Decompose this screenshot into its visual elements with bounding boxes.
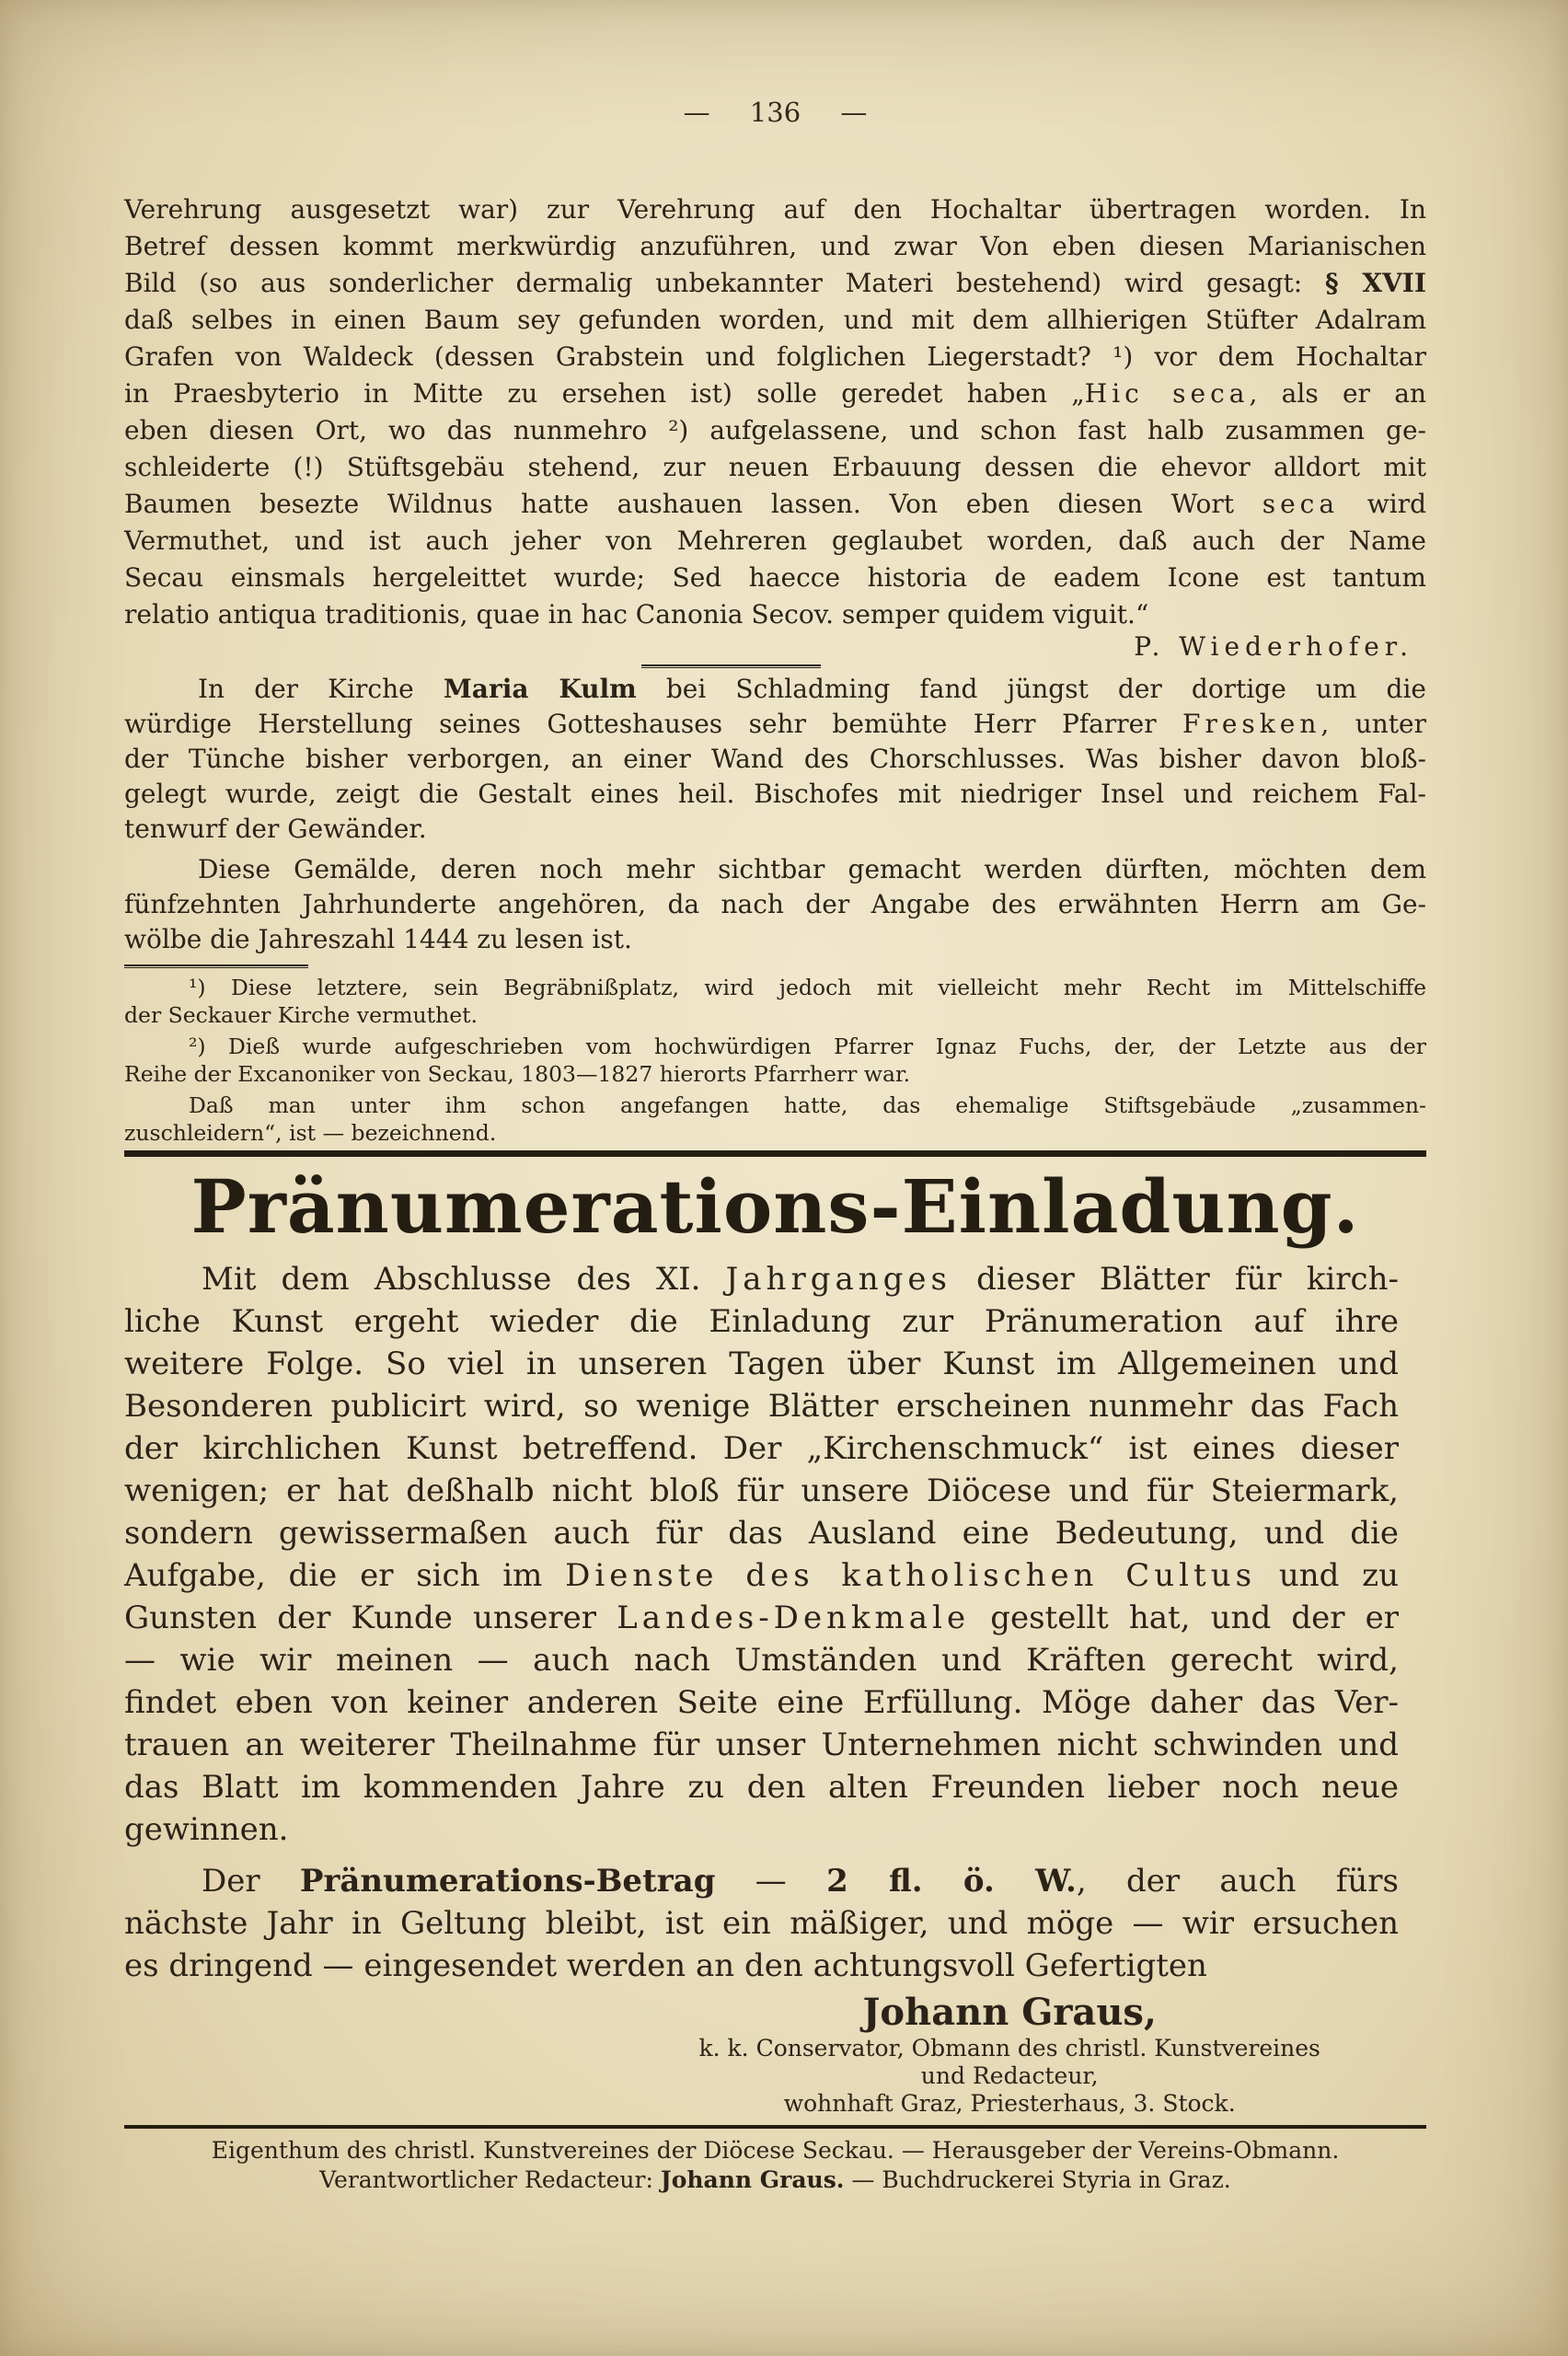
publisher-roles (671, 2035, 1348, 2118)
text-line: Verehrung ausgesetzt war) zur Verehrung auf den Hochaltar übertragen worden. In (124, 194, 1426, 225)
paragraph (124, 1033, 1426, 1088)
text-line: ²) Dieß wurde aufgeschrieben vom hochwürdigen Pfarrer Ignaz Fuchs, der, der Letzte aus der (189, 1034, 1426, 1059)
section-separator-rule (124, 1150, 1426, 1157)
text-line: der Tünche bisher verborgen, an einer Wand des Chorschlusses. Was bisher davon bloß- (124, 744, 1426, 774)
article-maria-kulm (124, 672, 1426, 847)
article-gemaelde (124, 852, 1426, 957)
invitation-text (124, 1258, 1426, 1987)
invitation-heading: Pränumerations-Einladung. (190, 1163, 1360, 1250)
footnote-separator-rule (124, 964, 308, 968)
text-block (124, 0, 1426, 2195)
text-line: Bild (so aus sonderlicher dermalig unbekannter Materi bestehend) wird gesagt: § XVII (124, 268, 1426, 298)
paragraph (124, 1258, 1399, 1851)
page-number: — 136 — (683, 97, 868, 128)
article-seckau-continuation (124, 191, 1426, 661)
text-line: Eigenthum des christl. Kunstvereines der Diöcese Seckau. — Herausgeber der Vereins-Obmann. (211, 2137, 1340, 2164)
text-line: es dringend — eingesendet werden an den achtungsvoll Gefertigten (124, 1947, 1207, 1984)
text-line: und Redacteur, (920, 2062, 1099, 2089)
author-signature: P. Wiederhofer. (1134, 631, 1413, 662)
text-line: in Praesbyterio in Mitte zu ersehen ist) solle geredet haben „Hic seca, als er an (124, 378, 1426, 409)
text-line: Besonderen publicirt wird, so wenige Blätter erscheinen nunmehr das Fach (124, 1388, 1399, 1425)
text-line: Verantwortlicher Redacteur: Johann Graus. — Buchdruckerei Styria in Graz. (319, 2166, 1231, 2193)
paragraph (124, 974, 1426, 1029)
text-line: der Seckauer Kirche vermuthet. (124, 1002, 478, 1028)
text-line: fünfzehnten Jahrhunderte angehören, da nach der Angabe des erwähnten Herrn am Ge- (124, 889, 1426, 919)
section-divider-rule (641, 664, 821, 668)
text-line: würdige Herstellung seines Gotteshauses sehr bemühte Herr Pfarrer Fresken, unter (124, 709, 1426, 739)
text-line: k. k. Conservator, Obmann des christl. Kunstvereines (698, 2035, 1320, 2062)
paragraph (124, 1860, 1399, 1987)
paragraph (124, 672, 1426, 847)
text-line: findet eben von keiner anderen Seite eine Erfüllung. Möge daher das Ver- (124, 1684, 1399, 1721)
text-line: Daß man unter ihm schon angefangen hatte, das ehemalige Stiftsgebäude „zusammen- (189, 1092, 1426, 1118)
text-line: das Blatt im kommenden Jahre zu den alten Freunden lieber noch neue (124, 1769, 1399, 1806)
text-line: — wie wir meinen — auch nach Umständen und Kräften gerecht wird, (124, 1642, 1399, 1679)
imprint-footer (124, 2136, 1426, 2195)
text-line: Mit dem Abschlusse des XI. Jahrganges dieser Blätter für kirch- (202, 1261, 1399, 1298)
text-line: nächste Jahr in Geltung bleibt, ist ein mäßiger, und möge — wir ersuchen (124, 1905, 1399, 1942)
text-line: sondern gewissermaßen auch für das Ausland eine Bedeutung, und die (124, 1515, 1399, 1552)
text-line: Gunsten der Kunde unserer Landes-Denkmale gestellt hat, und der er (124, 1600, 1400, 1636)
text-line: daß selbes in einen Baum sey gefunden worden, und mit dem allhierigen Stüfter Adalram (124, 305, 1426, 335)
text-line: schleiderte (!) Stüftsgebäu stehend, zur neuen Erbauung dessen die ehevor alldort mit (124, 452, 1426, 482)
paragraph (124, 191, 1426, 633)
text-line: zuschleidern“, ist — bezeichnend. (124, 1120, 497, 1146)
text-line: eben diesen Ort, wo das nunmehro ²) aufgelassene, und schon fast halb zusammen ge- (124, 415, 1426, 445)
paragraph (124, 852, 1426, 957)
footer-rule (124, 2125, 1426, 2129)
text-line: Aufgabe, die er sich im Dienste des katholischen Cultus und zu (124, 1557, 1399, 1594)
text-line: trauen an weiterer Theilnahme für unser Unternehmen nicht schwinden und (124, 1727, 1399, 1763)
text-line: der kirchlichen Kunst betreffend. Der „Kirchenschmuck“ ist eines dieser (124, 1430, 1399, 1467)
text-line: liche Kunst ergeht wieder die Einladung zur Pränumeration auf ihre (124, 1303, 1399, 1340)
text-line: Baumen besezte Wildnus hatte aushauen lassen. Von eben diesen Wort seca wird (124, 489, 1427, 519)
text-line: relatio antiqua traditionis, quae in hac Canonia Secov. semper quidem viguit.“ (124, 599, 1149, 629)
text-line: Grafen von Waldeck (dessen Grabstein und folglichen Liegerstadt? ¹) vor dem Hochaltar (124, 341, 1426, 372)
invitation-body (124, 1258, 1399, 1851)
subscription-price-paragraph (124, 1860, 1399, 1987)
text-line: Vermuthet, und ist auch jeher von Mehreren geglaubet worden, daß auch der Name (124, 525, 1426, 556)
text-line: Diese Gemälde, deren noch mehr sichtbar gemacht werden dürften, möchten dem (198, 854, 1426, 884)
publisher-name: Johann Graus, (862, 1991, 1157, 2034)
text-line: Reihe der Excanoniker von Seckau, 1803—1827 hierorts Pfarrherr war. (124, 1061, 911, 1087)
text-line: Der Pränumerations-Betrag — 2 fl. ö. W., der auch fürs (202, 1863, 1399, 1900)
text-line: Secau einsmals hergeleittet wurde; Sed haecce historia de eadem Icone est tantum (124, 562, 1426, 593)
text-line: gelegt wurde, zeigt die Gestalt eines heil. Bischofes mit niedriger Insel und reichem Fal- (124, 779, 1426, 809)
text-line: wohnhaft Graz, Priesterhaus, 3. Stock. (783, 2090, 1236, 2117)
text-line: weitere Folge. So viel in unseren Tagen über Kunst im Allgemeinen und (124, 1345, 1399, 1382)
text-line: In der Kirche Maria Kulm bei Schladming fand jüngst der dortige um die (198, 674, 1426, 704)
text-line: tenwurf der Gewänder. (124, 814, 427, 844)
article-body (124, 191, 1426, 633)
text-line: wölbe die Jahreszahl 1444 zu lesen ist. (124, 924, 632, 954)
text-line: wenigen; er hat deßhalb nicht bloß für unsere Diöcese und für Steiermark, (124, 1472, 1399, 1509)
text-line: Betref dessen kommt merkwürdig anzuführen, und zwar Von eben diesen Marianischen (124, 231, 1426, 261)
publisher-signature-block (671, 1991, 1348, 2118)
text-line: ¹) Diese letztere, sein Begräbnißplatz, wird jedoch mit vielleicht mehr Recht im Mittelschiffe (189, 975, 1426, 1000)
text-line: gewinnen. (124, 1811, 289, 1848)
footnotes (124, 974, 1426, 1147)
paragraph (124, 1091, 1426, 1147)
